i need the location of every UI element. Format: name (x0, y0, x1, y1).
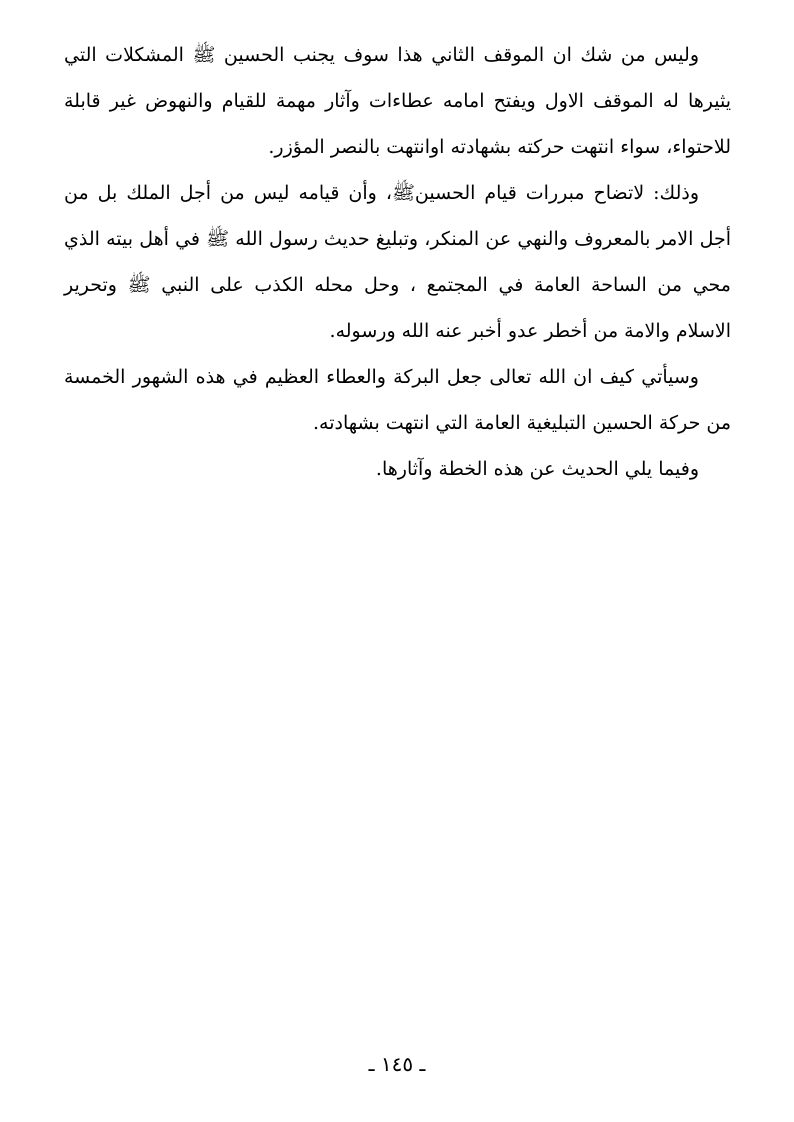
paragraph-1: وليس من شك ان الموقف الثاني هذا سوف يجنب الحسين ﷺ المشكلات التي يثيرها له الموقف الاول ويفتح امامه عطاءات وآثار مهمة للقيام والنهوض غير قابلة للاحتواء، سواء انتهت حركته بشهادته اوانتهت بالنصر المؤزر. (64, 44, 731, 158)
paragraph-4: وفيما يلي الحديث عن هذه الخطة وآثارها. (375, 458, 699, 480)
page-number: ـ ١٤٥ ـ (368, 1052, 426, 1076)
paragraph-3: وسيأتي كيف ان الله تعالى جعل البركة والعطاء العظيم في هذه الشهور الخمسة من حركة الحسين التبليغية العامة التي انتهت بشهادته. (64, 366, 731, 434)
document-body (64, 32, 731, 492)
paragraph-2: وذلك: لاتضاح مبررات قيام الحسينﷺ، وأن قيامه ليس من أجل الملك بل من أجل الامر بالمعروف والنهي عن المنكر، وتبليغ حديث رسول الله ﷺ في أهل بيته الذي محي من الساحة العامة في المجتمع ، وحل محله الكذب على النبي ﷺ وتحرير الاسلام والامة من أخطر عدو أخبر عنه الله ورسوله. (64, 182, 731, 342)
